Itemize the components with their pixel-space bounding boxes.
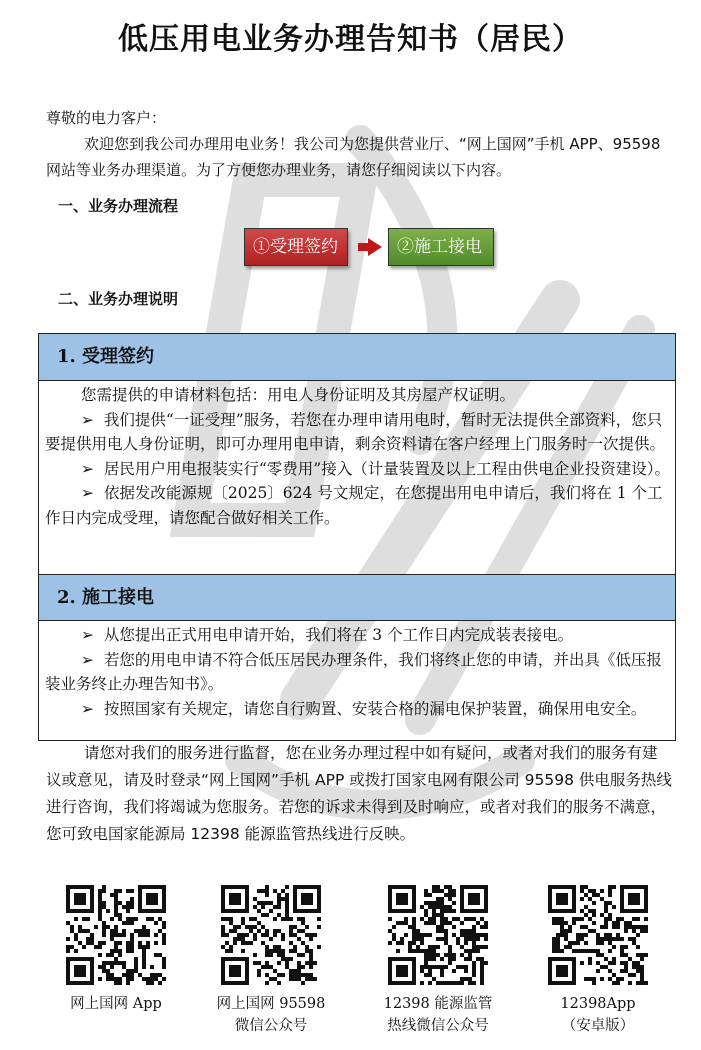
qr-item-app [46, 885, 186, 1015]
bullet-arrow-icon: ➢ [81, 699, 94, 718]
qr-label: 网上国网 App [70, 996, 162, 1012]
closing-paragraph: 请您对我们的服务进行监督，您在业务办理过程中如有疑问，或者对我们的服务有建议或意见，请及时登录“网上国网”手机 APP 或拨打国家电网有限公司 95598 供电服务热线进行咨询，我们将竭诚为您服务。若您的诉求未得到及时响应，或者对我们的服务不满意，您可致电国家能源局 12398 能源监管热线进行反映。 [46, 744, 672, 843]
block1-lead: 您需提供的申请材料包括：用电人身份证明及其房屋产权证明。 [81, 386, 516, 404]
flow-step-sign: ①受理签约 [244, 228, 348, 266]
list-item: ➢ 依据发改能源规〔2025〕624 号文规定，在您提出用电申请后，我们将在 1 个工作日内完成受理，请您配合做好相关工作。 [45, 484, 663, 527]
greeting: 尊敬的电力客户： [46, 109, 167, 127]
block-content-connect [45, 623, 671, 721]
qr-item-12398-wechat [368, 885, 508, 1037]
qr-label: 12398 能源监管 热线微信公众号 [383, 996, 493, 1034]
qr-code-icon [388, 885, 488, 985]
page-title: 低压用电业务办理告知书（居民） [118, 22, 583, 57]
process-flow [244, 228, 494, 266]
qr-label: 12398App （安卓版） [560, 996, 636, 1034]
flow-step-connect: ②施工接电 [388, 228, 494, 266]
bullet-arrow-icon: ➢ [81, 626, 94, 644]
list-item: ➢ 按照国家有关规定，请您自行购置、安装合格的漏电保护装置，确保用电安全。 [81, 699, 647, 718]
list-item: ➢ 我们提供“一证受理”服务，若您在办理申请用电时，暂时无法提供全部资料，您只要提供用电人身份证明，即可办理用电申请，剩余资料请在客户经理上门服务时一次提供。 [45, 410, 666, 453]
section-heading-instructions: 二、业务办理说明 [58, 290, 179, 308]
qr-code-icon [66, 885, 166, 985]
bullet-arrow-icon: ➢ [81, 484, 94, 502]
qr-item-95598-wechat [201, 885, 341, 1037]
section-heading-process: 一、业务办理流程 [58, 197, 179, 215]
list-item: ➢ 居民用户用电报装实行“零费用”接入（计量装置及以上工程由供电企业投资建设）。 [81, 459, 670, 478]
bullet-arrow-icon: ➢ [81, 459, 94, 478]
qr-label: 网上国网 95598 微信公众号 [216, 996, 326, 1034]
qr-item-12398-app [528, 885, 668, 1037]
instruction-box [38, 333, 676, 741]
arrow-right-icon [368, 238, 382, 256]
qr-code-icon [548, 885, 648, 985]
bullet-arrow-icon: ➢ [81, 410, 94, 429]
block-title-connect: 2. 施工接电 [39, 574, 675, 621]
list-item: ➢ 若您的用电申请不符合低压居民办理条件，我们将终止您的申请，并出具《低压报装业务终止办理告知书》。 [45, 650, 662, 693]
qr-code-icon [221, 885, 321, 985]
list-item: ➢ 从您提出正式用电申请开始，我们将在 3 个工作日内完成装表接电。 [81, 626, 574, 644]
block-content-sign [45, 383, 671, 530]
intro-paragraph: 欢迎您到我公司办理用电业务！我公司为您提供营业厅、“网上国网”手机 APP、95598 网站等业务办理渠道。为了方便您办理业务，请您仔细阅读以下内容。 [46, 135, 661, 179]
block-title-sign: 1. 受理签约 [39, 334, 675, 381]
bullet-arrow-icon: ➢ [81, 650, 94, 669]
